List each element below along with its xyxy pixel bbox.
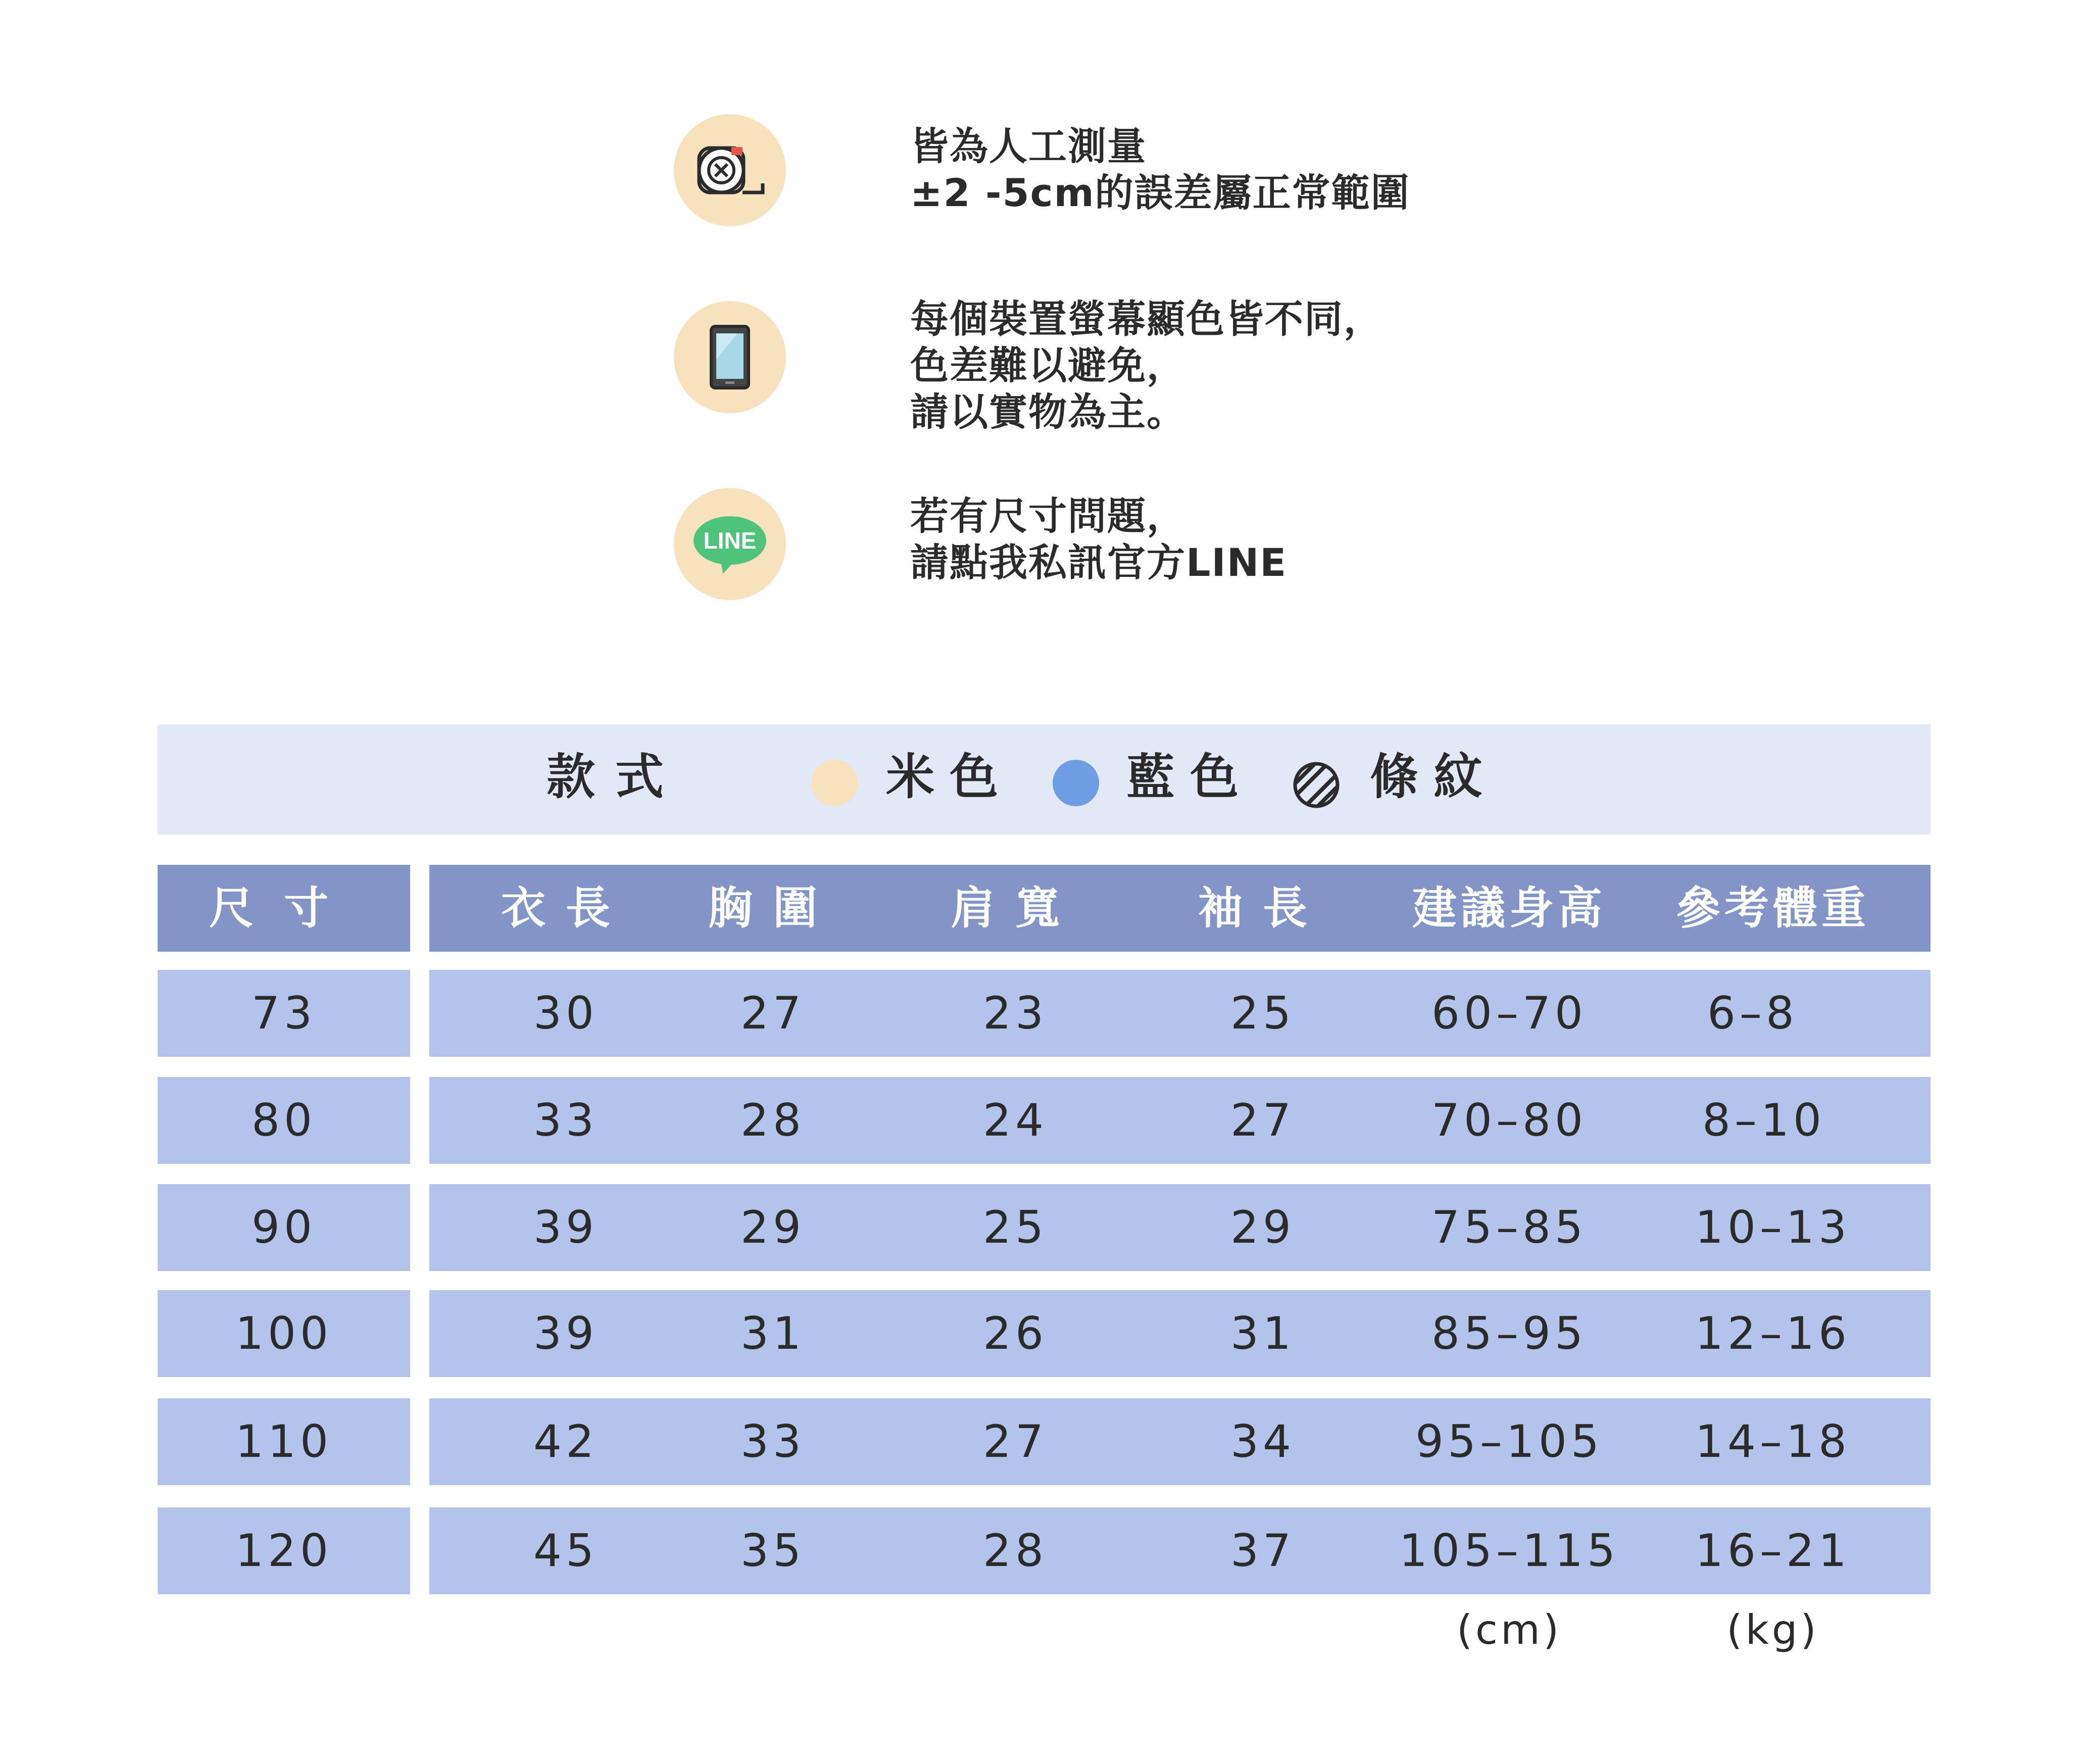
- chest-value: 35: [740, 1525, 805, 1577]
- chest-value: 29: [740, 1201, 805, 1253]
- size-value: 110: [235, 1415, 332, 1467]
- height-value: 60–70: [1431, 987, 1587, 1039]
- shoulder-value: 25: [983, 1201, 1048, 1253]
- tape-measure-icon: [674, 114, 786, 226]
- header-size: 尺寸: [209, 882, 359, 934]
- style-label: 款式: [547, 749, 684, 805]
- style-options-bar: [158, 724, 1931, 835]
- length-value: 39: [533, 1307, 598, 1359]
- header-length: 衣長: [501, 882, 631, 934]
- length-value: 30: [533, 987, 598, 1039]
- size-value: 90: [252, 1201, 316, 1253]
- size-cell: [158, 1184, 410, 1271]
- chest-value: 31: [740, 1307, 805, 1359]
- weight-value: 8–10: [1702, 1094, 1825, 1146]
- table-row: [158, 1290, 1931, 1377]
- beige-swatch: [811, 760, 858, 806]
- height-value: 70–80: [1431, 1094, 1587, 1146]
- sleeve-value: 31: [1230, 1307, 1295, 1359]
- style-option-beige: 米色: [886, 749, 1013, 805]
- chest-value: 27: [740, 987, 805, 1039]
- notice-text: 皆為人工測量 ±2 -5cm的誤差屬正常範圍: [910, 124, 1410, 215]
- table-header: [158, 865, 1931, 952]
- header-weight: 參考體重: [1675, 882, 1870, 934]
- shoulder-value: 24: [983, 1094, 1048, 1146]
- sleeve-value: 27: [1230, 1094, 1295, 1146]
- table-row: [158, 1077, 1931, 1164]
- size-value: 100: [235, 1307, 332, 1359]
- sleeve-value: 29: [1230, 1201, 1295, 1253]
- measure-header-cell: [429, 865, 1931, 952]
- size-cell: [158, 1290, 410, 1377]
- blue-swatch: [1053, 760, 1099, 806]
- weight-value: 10–13: [1695, 1201, 1851, 1253]
- measure-cells: [429, 1507, 1931, 1594]
- notice-color-difference: [674, 297, 1785, 434]
- stripe-swatch-icon: [1291, 760, 1338, 806]
- header-height: 建議身高: [1412, 882, 1607, 934]
- shoulder-value: 23: [983, 987, 1048, 1039]
- notice-line-contact: [674, 488, 1785, 604]
- unit-weight: (kg): [1726, 1606, 1819, 1653]
- weight-value: 6–8: [1707, 987, 1798, 1039]
- line-icon-label: LINE: [703, 527, 757, 554]
- chest-value: 28: [740, 1094, 805, 1146]
- weight-value: 16–21: [1695, 1525, 1851, 1577]
- header-shoulder: 肩寬: [950, 882, 1080, 934]
- header-chest: 胸圍: [708, 882, 838, 934]
- measure-cells: [429, 1398, 1931, 1485]
- shoulder-value: 27: [983, 1415, 1048, 1467]
- length-value: 33: [533, 1094, 598, 1146]
- size-cell: [158, 970, 410, 1057]
- length-value: 42: [533, 1415, 598, 1467]
- shoulder-value: 28: [983, 1525, 1048, 1577]
- notice-text[interactable]: 若有尺寸問題， 請點我私訊官方LINE: [910, 494, 1288, 585]
- measure-cells: [429, 970, 1931, 1057]
- length-value: 39: [533, 1201, 598, 1253]
- height-value: 95–105: [1415, 1415, 1603, 1467]
- size-value: 80: [252, 1094, 316, 1146]
- table-row: [158, 970, 1931, 1057]
- unit-height: (cm): [1456, 1606, 1562, 1653]
- notice-measurement: [674, 114, 1785, 230]
- sleeve-value: 25: [1230, 987, 1295, 1039]
- table-row: [158, 1398, 1931, 1485]
- style-option-stripe: 條紋: [1370, 749, 1497, 805]
- line-chat-icon[interactable]: [674, 488, 786, 600]
- shoulder-value: 26: [983, 1307, 1048, 1359]
- weight-value: 12–16: [1695, 1307, 1851, 1359]
- header-sleeve: 袖長: [1198, 882, 1328, 934]
- style-option-blue: 藍色: [1126, 749, 1254, 805]
- size-header-cell: [158, 865, 410, 952]
- size-cell: [158, 1077, 410, 1164]
- size-value: 73: [252, 987, 316, 1039]
- phone-screen-icon: [674, 301, 786, 413]
- length-value: 45: [533, 1525, 598, 1577]
- measure-cells: [429, 1184, 1931, 1271]
- size-value: 120: [235, 1525, 332, 1577]
- sleeve-value: 34: [1230, 1415, 1295, 1467]
- table-row: [158, 1184, 1931, 1271]
- chest-value: 33: [740, 1415, 805, 1467]
- size-cell: [158, 1507, 410, 1594]
- height-value: 105–115: [1399, 1525, 1619, 1577]
- measure-cells: [429, 1290, 1931, 1377]
- notice-text: 每個裝置螢幕顯色皆不同， 色差難以避免， 請以實物為主。: [910, 297, 1383, 434]
- table-row: [158, 1507, 1931, 1594]
- height-value: 85–95: [1431, 1307, 1587, 1359]
- sleeve-value: 37: [1230, 1525, 1295, 1577]
- height-value: 75–85: [1431, 1201, 1587, 1253]
- weight-value: 14–18: [1695, 1415, 1851, 1467]
- size-cell: [158, 1398, 410, 1485]
- measure-cells: [429, 1077, 1931, 1164]
